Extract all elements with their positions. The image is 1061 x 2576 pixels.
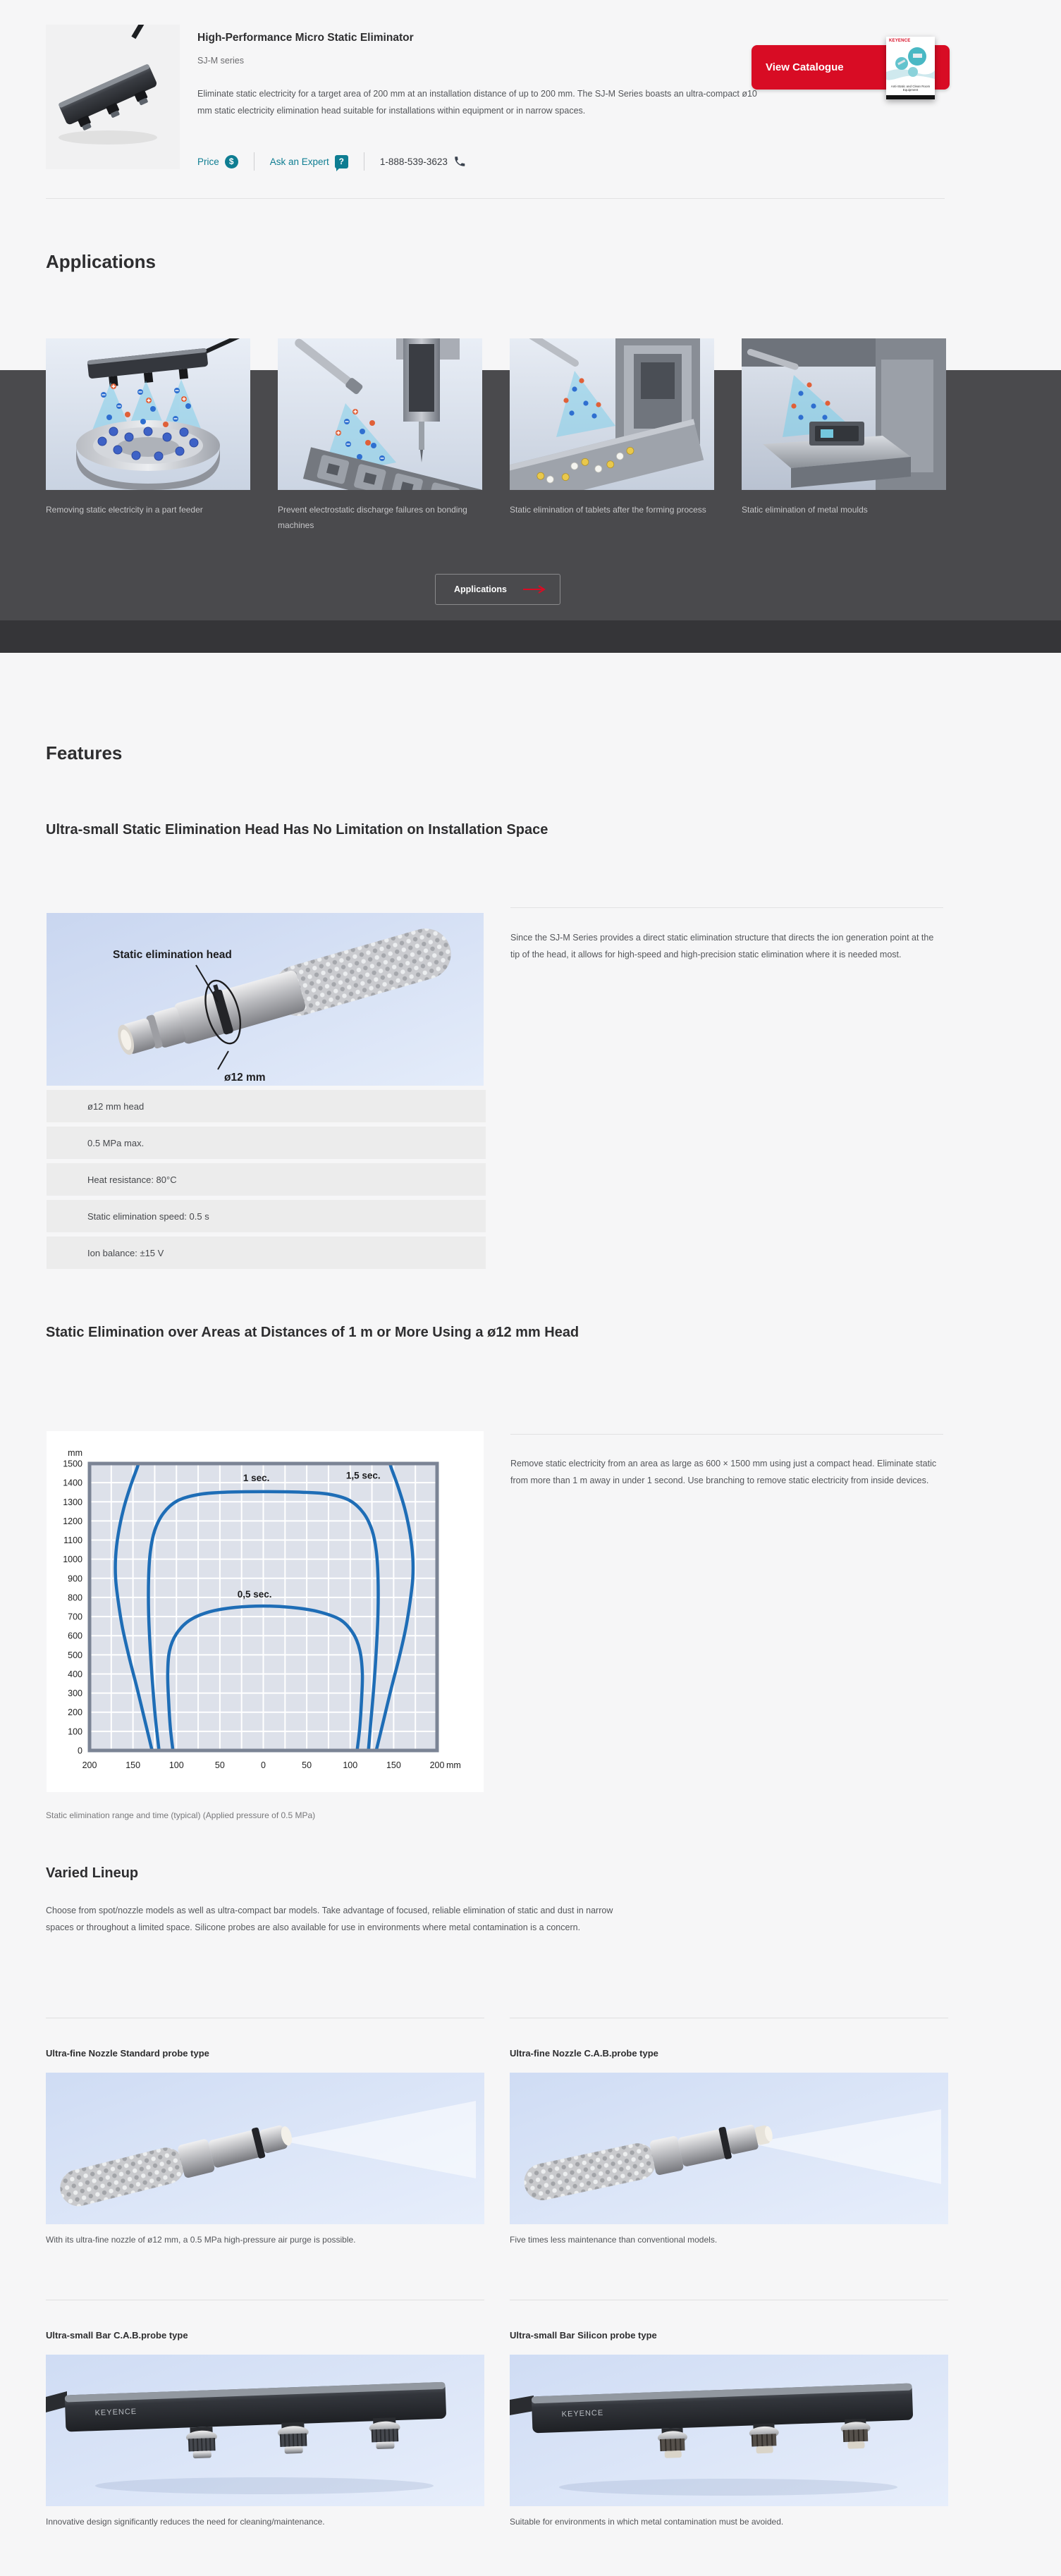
product-image-bar-silicon bbox=[510, 2355, 948, 2506]
svg-text:100: 100 bbox=[68, 1726, 82, 1737]
svg-text:100: 100 bbox=[343, 1760, 358, 1770]
application-caption: Static elimination of tablets after the forming process bbox=[510, 505, 706, 515]
feature1-label-head: Static elimination head bbox=[113, 949, 232, 961]
feature1-title: Ultra-small Static Elimination Head Has No Limitation on Installation Space bbox=[46, 822, 548, 838]
ask-an-expert-link[interactable] bbox=[270, 155, 348, 168]
svg-text:700: 700 bbox=[68, 1612, 82, 1622]
phone-number: 1-888-539-3623 bbox=[379, 156, 448, 167]
svg-text:1200: 1200 bbox=[63, 1516, 82, 1526]
bar-brand-label: KEYENCE bbox=[561, 2408, 604, 2419]
product-title: Ultra-small Bar Silicon probe type bbox=[510, 2330, 657, 2341]
ask-label: Ask an Expert bbox=[269, 156, 329, 167]
chart-caption: Static elimination range and time (typical) (Applied pressure of 0.5 MPa) bbox=[46, 1810, 316, 1820]
svg-text:500: 500 bbox=[68, 1650, 82, 1660]
svg-text:600: 600 bbox=[68, 1631, 82, 1641]
product-description: Eliminate static electricity for a target area of 200 mm at an installation distance of up to 200 mm. The SJ-M Series boasts an ultra-compact ø10 mm static electricity elimination head suitable for installations within equipment or in narrow spaces. bbox=[197, 89, 757, 116]
product-photo-illustration bbox=[46, 25, 180, 169]
svg-text:0: 0 bbox=[78, 1746, 82, 1756]
lineup-paragraph: Choose from spot/nozzle models as well as ultra-compact bar models. Take advantage of focused, reliable elimination of static and dust in narrow spaces or throughout a limited space. Silicone probes are also available for use in environments where metal contamination is a concern. bbox=[46, 1906, 613, 1932]
svg-text:200: 200 bbox=[82, 1760, 97, 1770]
series-subtitle: SJ-M series bbox=[197, 56, 244, 66]
application-image-tablets bbox=[510, 338, 714, 490]
application-image-part-feeder bbox=[46, 338, 250, 490]
lineup-title: Varied Lineup bbox=[46, 1865, 139, 1881]
product-photo bbox=[46, 25, 180, 169]
svg-text:100: 100 bbox=[168, 1760, 184, 1770]
svg-text:1300: 1300 bbox=[63, 1497, 82, 1507]
product-title: Ultra-fine Nozzle Standard probe type bbox=[46, 2048, 209, 2059]
arrow-right-icon bbox=[523, 585, 547, 594]
product-image-nozzle-standard bbox=[46, 2073, 484, 2224]
svg-text:400: 400 bbox=[68, 1669, 82, 1679]
question-bubble-icon: ? bbox=[335, 155, 348, 168]
spec-row: Heat resistance: 80°C bbox=[47, 1163, 486, 1196]
svg-text:0: 0 bbox=[261, 1760, 266, 1770]
application-image-metal-moulds bbox=[742, 338, 946, 490]
svg-text:1 sec.: 1 sec. bbox=[243, 1472, 270, 1483]
product-image-bar-cab bbox=[46, 2355, 484, 2506]
product-image-nozzle-cab bbox=[510, 2073, 948, 2224]
applications-dark-band-footer bbox=[0, 620, 1061, 653]
view-catalogue-label: View Catalogue bbox=[766, 61, 844, 73]
feature2-paragraph: Remove static electricity from an area as large as 600 × 1500 mm using just a compact head. Eliminate static from more than 1 m away in under 1 second. Use branching to remove static electricity from inside devices. bbox=[510, 1459, 937, 1485]
svg-text:800: 800 bbox=[68, 1593, 82, 1603]
catalogue-brand: KEYENCE bbox=[889, 39, 911, 43]
product-title: Ultra-fine Nozzle C.A.B.probe type bbox=[510, 2048, 658, 2059]
applications-button-label: Applications bbox=[454, 584, 508, 594]
svg-text:1000: 1000 bbox=[63, 1554, 82, 1565]
applications-heading: Applications bbox=[46, 251, 157, 272]
header-links bbox=[197, 149, 466, 173]
application-image-bonding-machine bbox=[278, 338, 482, 490]
svg-text:1100: 1100 bbox=[63, 1535, 82, 1546]
svg-text:50: 50 bbox=[214, 1760, 225, 1770]
price-label: Price bbox=[197, 156, 219, 167]
column-divider bbox=[510, 907, 943, 908]
product-caption: With its ultra-fine nozzle of ø12 mm, a 0.5 MPa high-pressure air purge is possible. bbox=[46, 2235, 356, 2245]
phone-icon bbox=[453, 155, 466, 168]
svg-text:0,5 sec.: 0,5 sec. bbox=[237, 1588, 272, 1600]
application-caption: Prevent electrostatic discharge failures on bonding machines bbox=[278, 505, 467, 531]
svg-text:200: 200 bbox=[68, 1707, 82, 1718]
applications-button[interactable] bbox=[435, 574, 560, 605]
product-title: Ultra-small Bar C.A.B.probe type bbox=[46, 2330, 188, 2341]
catalogue-cover-footer bbox=[886, 95, 935, 99]
svg-text:900: 900 bbox=[68, 1574, 82, 1584]
svg-text:200: 200 bbox=[429, 1760, 445, 1770]
svg-text:300: 300 bbox=[68, 1688, 82, 1699]
spec-row: Ion balance: ±15 V bbox=[47, 1237, 486, 1269]
bar-brand-label: KEYENCE bbox=[94, 2407, 137, 2418]
application-caption: Static elimination of metal moulds bbox=[742, 505, 868, 515]
range-chart-card bbox=[47, 1431, 484, 1792]
spec-row: ø12 mm head bbox=[47, 1090, 486, 1122]
svg-text:150: 150 bbox=[386, 1760, 401, 1770]
spec-row: Static elimination speed: 0.5 s bbox=[47, 1200, 486, 1232]
svg-text:1500: 1500 bbox=[63, 1459, 82, 1469]
product-caption: Suitable for environments in which metal contamination must be avoided. bbox=[510, 2517, 784, 2527]
features-heading: Features bbox=[46, 742, 123, 763]
spec-row: 0.5 MPa max. bbox=[47, 1127, 486, 1159]
svg-text:mm: mm bbox=[68, 1448, 82, 1458]
product-caption: Innovative design significantly reduces the need for cleaning/maintenance. bbox=[46, 2517, 325, 2527]
catalogue-cover-thumbnail[interactable] bbox=[886, 37, 935, 99]
application-caption: Removing static electricity in a part feeder bbox=[46, 505, 203, 515]
svg-text:150: 150 bbox=[125, 1760, 141, 1770]
svg-text:50: 50 bbox=[302, 1760, 312, 1770]
feature1-label-diameter: ø12 mm bbox=[224, 1072, 266, 1084]
column-divider bbox=[510, 1434, 943, 1435]
dollar-icon: $ bbox=[225, 155, 238, 168]
header-divider bbox=[46, 198, 945, 199]
svg-text:1,5 sec.: 1,5 sec. bbox=[345, 1470, 381, 1481]
phone-link[interactable] bbox=[380, 155, 466, 168]
feature1-image bbox=[47, 913, 484, 1086]
product-caption: Five times less maintenance than conventional models. bbox=[510, 2235, 718, 2245]
page-title: High-Performance Micro Static Eliminator bbox=[197, 32, 414, 44]
price-link[interactable] bbox=[197, 155, 238, 168]
svg-text:1400: 1400 bbox=[63, 1478, 82, 1488]
feature1-paragraph: Since the SJ-M Series provides a direct static elimination structure that directs the ion generation point at the tip of the head, it allows for high-speed and high-precision static elimination where it is needed most. bbox=[510, 933, 934, 959]
svg-text:mm: mm bbox=[446, 1760, 461, 1770]
catalogue-title: Anti-Static and Clean Room Equipment bbox=[890, 85, 931, 92]
feature2-title: Static Elimination over Areas at Distances of 1 m or More Using a ø12 mm Head bbox=[46, 1325, 579, 1340]
range-chart bbox=[47, 1431, 484, 1792]
